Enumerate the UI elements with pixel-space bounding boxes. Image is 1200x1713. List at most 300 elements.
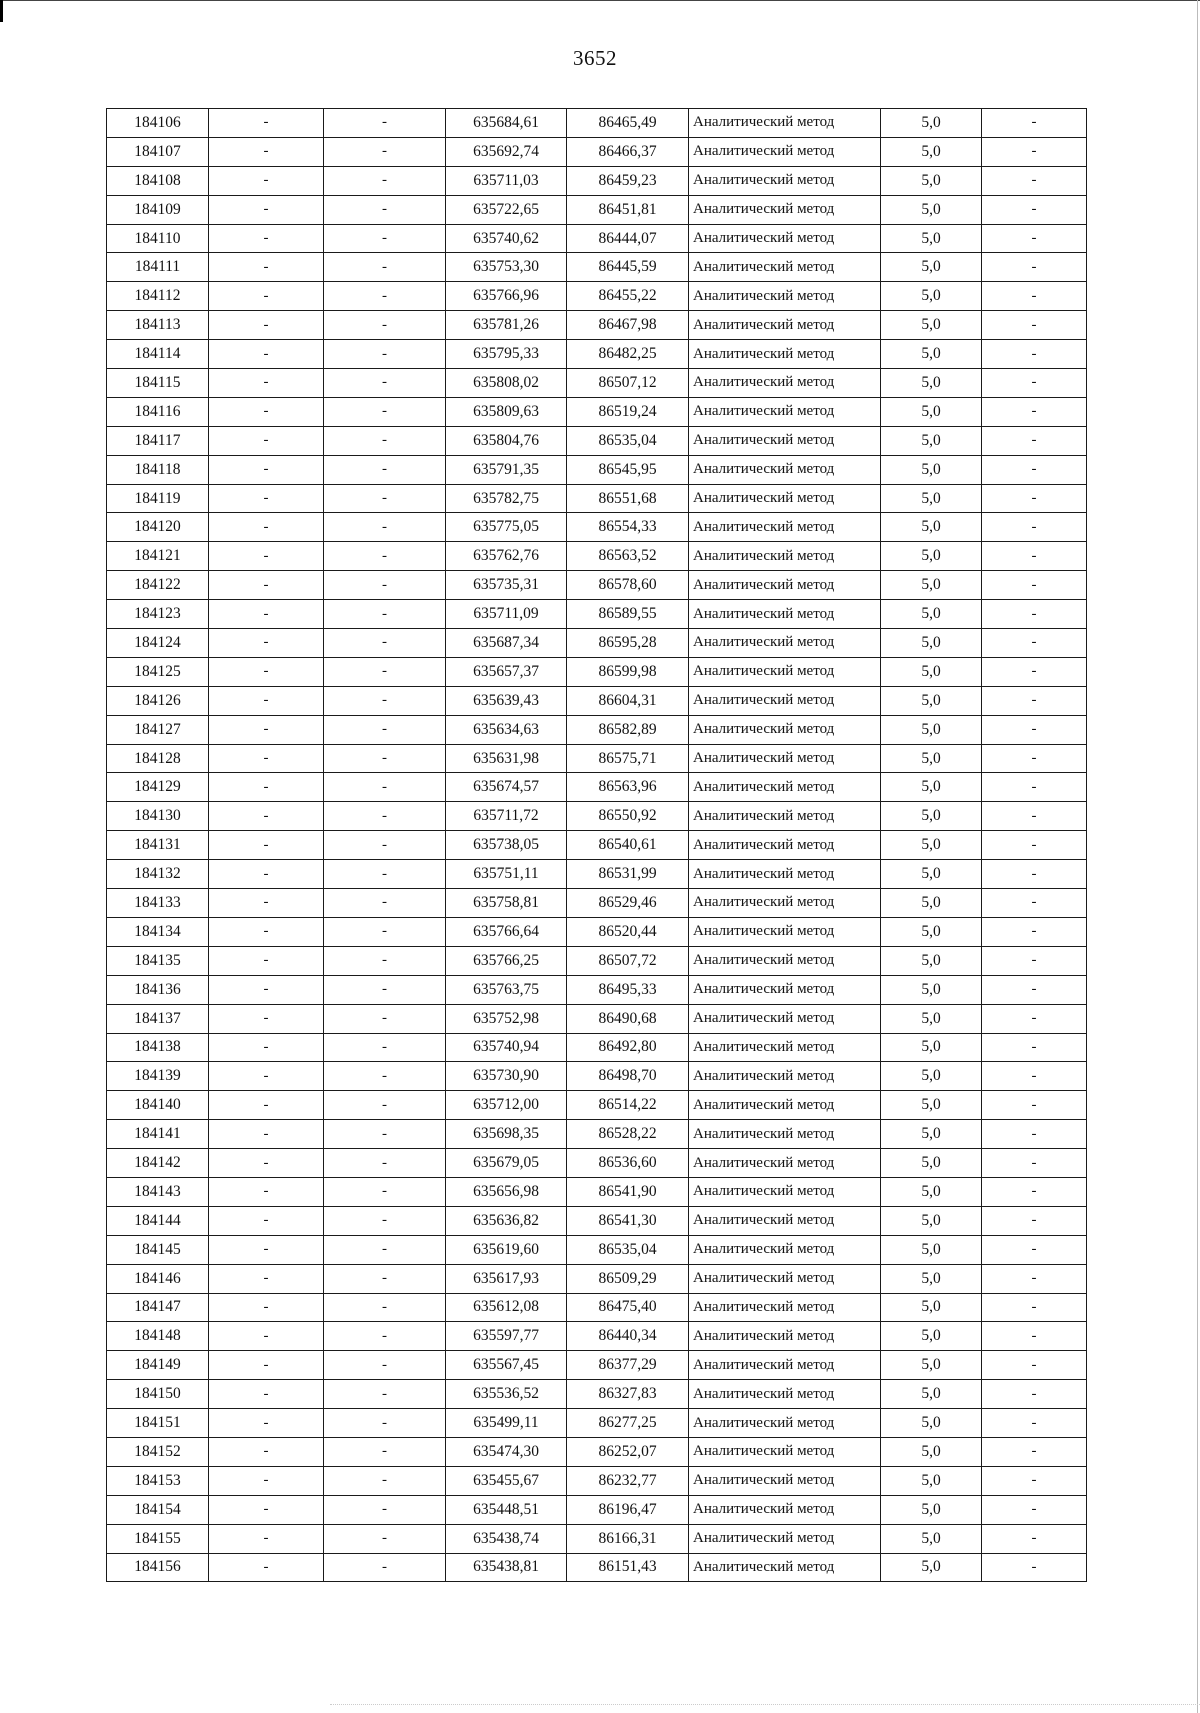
table-row bbox=[107, 426, 1087, 455]
x-coordinate-cell: 635766,25 bbox=[446, 946, 567, 975]
point-id-cell: 184106 bbox=[107, 109, 209, 138]
method-cell: Аналитический метод bbox=[689, 571, 881, 600]
table-row bbox=[107, 253, 1087, 282]
empty-y-cell: - bbox=[324, 195, 446, 224]
empty-x-cell: - bbox=[209, 946, 324, 975]
description-cell: - bbox=[982, 1264, 1087, 1293]
x-coordinate-cell: 635634,63 bbox=[446, 715, 567, 744]
method-cell: Аналитический метод bbox=[689, 253, 881, 282]
method-cell: Аналитический метод bbox=[689, 802, 881, 831]
y-coordinate-cell: 86563,96 bbox=[567, 773, 689, 802]
accuracy-cell: 5,0 bbox=[881, 1380, 982, 1409]
empty-x-cell: - bbox=[209, 889, 324, 918]
point-id-cell: 184135 bbox=[107, 946, 209, 975]
y-coordinate-cell: 86514,22 bbox=[567, 1091, 689, 1120]
empty-y-cell: - bbox=[324, 1004, 446, 1033]
point-id-cell: 184119 bbox=[107, 484, 209, 513]
page-number: 3652 bbox=[573, 46, 617, 70]
point-id-cell: 184134 bbox=[107, 917, 209, 946]
accuracy-cell: 5,0 bbox=[881, 1120, 982, 1149]
empty-y-cell: - bbox=[324, 975, 446, 1004]
accuracy-cell: 5,0 bbox=[881, 1091, 982, 1120]
point-id-cell: 184113 bbox=[107, 311, 209, 340]
accuracy-cell: 5,0 bbox=[881, 369, 982, 398]
y-coordinate-cell: 86151,43 bbox=[567, 1553, 689, 1582]
method-cell: Аналитический метод bbox=[689, 744, 881, 773]
accuracy-cell: 5,0 bbox=[881, 629, 982, 658]
empty-y-cell: - bbox=[324, 484, 446, 513]
accuracy-cell: 5,0 bbox=[881, 1351, 982, 1380]
x-coordinate-cell: 635684,61 bbox=[446, 109, 567, 138]
description-cell: - bbox=[982, 917, 1087, 946]
table-row bbox=[107, 1524, 1087, 1553]
y-coordinate-cell: 86490,68 bbox=[567, 1004, 689, 1033]
point-id-cell: 184138 bbox=[107, 1033, 209, 1062]
method-cell: Аналитический метод bbox=[689, 889, 881, 918]
method-cell: Аналитический метод bbox=[689, 1177, 881, 1206]
point-id-cell: 184127 bbox=[107, 715, 209, 744]
table-row bbox=[107, 946, 1087, 975]
empty-y-cell: - bbox=[324, 831, 446, 860]
accuracy-cell: 5,0 bbox=[881, 946, 982, 975]
x-coordinate-cell: 635597,77 bbox=[446, 1322, 567, 1351]
empty-y-cell: - bbox=[324, 773, 446, 802]
method-cell: Аналитический метод bbox=[689, 917, 881, 946]
empty-y-cell: - bbox=[324, 397, 446, 426]
description-cell: - bbox=[982, 1495, 1087, 1524]
empty-y-cell: - bbox=[324, 1495, 446, 1524]
method-cell: Аналитический метод bbox=[689, 600, 881, 629]
description-cell: - bbox=[982, 1351, 1087, 1380]
empty-y-cell: - bbox=[324, 1091, 446, 1120]
table-row bbox=[107, 369, 1087, 398]
point-id-cell: 184141 bbox=[107, 1120, 209, 1149]
scan-edge-mark bbox=[0, 0, 3, 22]
empty-y-cell: - bbox=[324, 311, 446, 340]
method-cell: Аналитический метод bbox=[689, 657, 881, 686]
accuracy-cell: 5,0 bbox=[881, 455, 982, 484]
empty-x-cell: - bbox=[209, 1033, 324, 1062]
description-cell: - bbox=[982, 946, 1087, 975]
x-coordinate-cell: 635438,74 bbox=[446, 1524, 567, 1553]
empty-y-cell: - bbox=[324, 1322, 446, 1351]
method-cell: Аналитический метод bbox=[689, 1466, 881, 1495]
table-row bbox=[107, 715, 1087, 744]
point-id-cell: 184129 bbox=[107, 773, 209, 802]
table-row bbox=[107, 166, 1087, 195]
empty-x-cell: - bbox=[209, 1206, 324, 1235]
empty-y-cell: - bbox=[324, 657, 446, 686]
accuracy-cell: 5,0 bbox=[881, 311, 982, 340]
empty-y-cell: - bbox=[324, 1380, 446, 1409]
x-coordinate-cell: 635808,02 bbox=[446, 369, 567, 398]
x-coordinate-cell: 635711,09 bbox=[446, 600, 567, 629]
empty-x-cell: - bbox=[209, 917, 324, 946]
description-cell: - bbox=[982, 1409, 1087, 1438]
table-row bbox=[107, 1264, 1087, 1293]
scan-bottom-noise bbox=[330, 1704, 1200, 1706]
method-cell: Аналитический метод bbox=[689, 860, 881, 889]
y-coordinate-cell: 86582,89 bbox=[567, 715, 689, 744]
method-cell: Аналитический метод bbox=[689, 1380, 881, 1409]
description-cell: - bbox=[982, 166, 1087, 195]
empty-x-cell: - bbox=[209, 802, 324, 831]
method-cell: Аналитический метод bbox=[689, 311, 881, 340]
empty-x-cell: - bbox=[209, 484, 324, 513]
point-id-cell: 184126 bbox=[107, 686, 209, 715]
method-cell: Аналитический метод bbox=[689, 1322, 881, 1351]
y-coordinate-cell: 86529,46 bbox=[567, 889, 689, 918]
x-coordinate-cell: 635711,72 bbox=[446, 802, 567, 831]
description-cell: - bbox=[982, 484, 1087, 513]
y-coordinate-cell: 86578,60 bbox=[567, 571, 689, 600]
description-cell: - bbox=[982, 1322, 1087, 1351]
table-row bbox=[107, 1004, 1087, 1033]
empty-x-cell: - bbox=[209, 1004, 324, 1033]
empty-y-cell: - bbox=[324, 946, 446, 975]
description-cell: - bbox=[982, 369, 1087, 398]
y-coordinate-cell: 86475,40 bbox=[567, 1293, 689, 1322]
empty-y-cell: - bbox=[324, 109, 446, 138]
empty-y-cell: - bbox=[324, 889, 446, 918]
description-cell: - bbox=[982, 773, 1087, 802]
x-coordinate-cell: 635631,98 bbox=[446, 744, 567, 773]
y-coordinate-cell: 86509,29 bbox=[567, 1264, 689, 1293]
method-cell: Аналитический метод bbox=[689, 397, 881, 426]
point-id-cell: 184108 bbox=[107, 166, 209, 195]
empty-x-cell: - bbox=[209, 1380, 324, 1409]
accuracy-cell: 5,0 bbox=[881, 1004, 982, 1033]
accuracy-cell: 5,0 bbox=[881, 1177, 982, 1206]
description-cell: - bbox=[982, 889, 1087, 918]
empty-x-cell: - bbox=[209, 860, 324, 889]
method-cell: Аналитический метод bbox=[689, 831, 881, 860]
y-coordinate-cell: 86252,07 bbox=[567, 1437, 689, 1466]
x-coordinate-cell: 635763,75 bbox=[446, 975, 567, 1004]
accuracy-cell: 5,0 bbox=[881, 484, 982, 513]
table-row bbox=[107, 484, 1087, 513]
method-cell: Аналитический метод bbox=[689, 1409, 881, 1438]
x-coordinate-cell: 635712,00 bbox=[446, 1091, 567, 1120]
table-row bbox=[107, 109, 1087, 138]
x-coordinate-cell: 635730,90 bbox=[446, 1062, 567, 1091]
accuracy-cell: 5,0 bbox=[881, 282, 982, 311]
point-id-cell: 184153 bbox=[107, 1466, 209, 1495]
table-row bbox=[107, 773, 1087, 802]
point-id-cell: 184142 bbox=[107, 1149, 209, 1178]
description-cell: - bbox=[982, 426, 1087, 455]
x-coordinate-cell: 635679,05 bbox=[446, 1149, 567, 1178]
table-row bbox=[107, 831, 1087, 860]
x-coordinate-cell: 635639,43 bbox=[446, 686, 567, 715]
table-row bbox=[107, 542, 1087, 571]
y-coordinate-cell: 86550,92 bbox=[567, 802, 689, 831]
point-id-cell: 184149 bbox=[107, 1351, 209, 1380]
method-cell: Аналитический метод bbox=[689, 1351, 881, 1380]
method-cell: Аналитический метод bbox=[689, 946, 881, 975]
x-coordinate-cell: 635758,81 bbox=[446, 889, 567, 918]
empty-y-cell: - bbox=[324, 1553, 446, 1582]
accuracy-cell: 5,0 bbox=[881, 1235, 982, 1264]
empty-y-cell: - bbox=[324, 860, 446, 889]
empty-x-cell: - bbox=[209, 340, 324, 369]
description-cell: - bbox=[982, 311, 1087, 340]
point-id-cell: 184133 bbox=[107, 889, 209, 918]
point-id-cell: 184143 bbox=[107, 1177, 209, 1206]
x-coordinate-cell: 635762,76 bbox=[446, 542, 567, 571]
accuracy-cell: 5,0 bbox=[881, 1293, 982, 1322]
empty-x-cell: - bbox=[209, 571, 324, 600]
description-cell: - bbox=[982, 1466, 1087, 1495]
y-coordinate-cell: 86444,07 bbox=[567, 224, 689, 253]
point-id-cell: 184139 bbox=[107, 1062, 209, 1091]
point-id-cell: 184147 bbox=[107, 1293, 209, 1322]
empty-x-cell: - bbox=[209, 773, 324, 802]
table-row bbox=[107, 1033, 1087, 1062]
empty-y-cell: - bbox=[324, 1293, 446, 1322]
table-row bbox=[107, 1235, 1087, 1264]
point-id-cell: 184107 bbox=[107, 137, 209, 166]
point-id-cell: 184140 bbox=[107, 1091, 209, 1120]
empty-x-cell: - bbox=[209, 426, 324, 455]
x-coordinate-cell: 635753,30 bbox=[446, 253, 567, 282]
point-id-cell: 184117 bbox=[107, 426, 209, 455]
empty-x-cell: - bbox=[209, 1495, 324, 1524]
description-cell: - bbox=[982, 397, 1087, 426]
description-cell: - bbox=[982, 657, 1087, 686]
empty-y-cell: - bbox=[324, 1206, 446, 1235]
point-id-cell: 184114 bbox=[107, 340, 209, 369]
point-id-cell: 184111 bbox=[107, 253, 209, 282]
point-id-cell: 184131 bbox=[107, 831, 209, 860]
description-cell: - bbox=[982, 542, 1087, 571]
empty-x-cell: - bbox=[209, 1264, 324, 1293]
scan-right-border bbox=[1197, 0, 1198, 1713]
empty-y-cell: - bbox=[324, 744, 446, 773]
empty-x-cell: - bbox=[209, 629, 324, 658]
empty-x-cell: - bbox=[209, 455, 324, 484]
table-body bbox=[107, 109, 1087, 1582]
empty-y-cell: - bbox=[324, 1437, 446, 1466]
empty-y-cell: - bbox=[324, 1264, 446, 1293]
y-coordinate-cell: 86589,55 bbox=[567, 600, 689, 629]
x-coordinate-cell: 635738,05 bbox=[446, 831, 567, 860]
empty-x-cell: - bbox=[209, 1409, 324, 1438]
empty-x-cell: - bbox=[209, 513, 324, 542]
point-id-cell: 184154 bbox=[107, 1495, 209, 1524]
method-cell: Аналитический метод bbox=[689, 484, 881, 513]
description-cell: - bbox=[982, 975, 1087, 1004]
method-cell: Аналитический метод bbox=[689, 109, 881, 138]
method-cell: Аналитический метод bbox=[689, 513, 881, 542]
table-row bbox=[107, 1293, 1087, 1322]
y-coordinate-cell: 86232,77 bbox=[567, 1466, 689, 1495]
x-coordinate-cell: 635781,26 bbox=[446, 311, 567, 340]
description-cell: - bbox=[982, 1062, 1087, 1091]
description-cell: - bbox=[982, 1149, 1087, 1178]
point-id-cell: 184125 bbox=[107, 657, 209, 686]
coordinates-table bbox=[106, 108, 1087, 1582]
table-row bbox=[107, 1553, 1087, 1582]
empty-y-cell: - bbox=[324, 686, 446, 715]
table-row bbox=[107, 600, 1087, 629]
accuracy-cell: 5,0 bbox=[881, 1033, 982, 1062]
method-cell: Аналитический метод bbox=[689, 1264, 881, 1293]
table-row bbox=[107, 1466, 1087, 1495]
table-row bbox=[107, 802, 1087, 831]
x-coordinate-cell: 635619,60 bbox=[446, 1235, 567, 1264]
accuracy-cell: 5,0 bbox=[881, 253, 982, 282]
empty-y-cell: - bbox=[324, 629, 446, 658]
description-cell: - bbox=[982, 224, 1087, 253]
description-cell: - bbox=[982, 600, 1087, 629]
accuracy-cell: 5,0 bbox=[881, 1409, 982, 1438]
table-row bbox=[107, 744, 1087, 773]
table-row bbox=[107, 1177, 1087, 1206]
method-cell: Аналитический метод bbox=[689, 1235, 881, 1264]
accuracy-cell: 5,0 bbox=[881, 744, 982, 773]
empty-x-cell: - bbox=[209, 1177, 324, 1206]
table-row bbox=[107, 1409, 1087, 1438]
y-coordinate-cell: 86277,25 bbox=[567, 1409, 689, 1438]
empty-x-cell: - bbox=[209, 1351, 324, 1380]
point-id-cell: 184115 bbox=[107, 369, 209, 398]
point-id-cell: 184145 bbox=[107, 1235, 209, 1264]
empty-x-cell: - bbox=[209, 369, 324, 398]
y-coordinate-cell: 86465,49 bbox=[567, 109, 689, 138]
empty-y-cell: - bbox=[324, 369, 446, 398]
accuracy-cell: 5,0 bbox=[881, 1206, 982, 1235]
method-cell: Аналитический метод bbox=[689, 1495, 881, 1524]
empty-x-cell: - bbox=[209, 1293, 324, 1322]
empty-y-cell: - bbox=[324, 1120, 446, 1149]
empty-y-cell: - bbox=[324, 802, 446, 831]
accuracy-cell: 5,0 bbox=[881, 773, 982, 802]
empty-x-cell: - bbox=[209, 224, 324, 253]
accuracy-cell: 5,0 bbox=[881, 802, 982, 831]
table-row bbox=[107, 455, 1087, 484]
point-id-cell: 184144 bbox=[107, 1206, 209, 1235]
method-cell: Аналитический метод bbox=[689, 629, 881, 658]
empty-y-cell: - bbox=[324, 253, 446, 282]
y-coordinate-cell: 86519,24 bbox=[567, 397, 689, 426]
x-coordinate-cell: 635448,51 bbox=[446, 1495, 567, 1524]
empty-x-cell: - bbox=[209, 1437, 324, 1466]
empty-x-cell: - bbox=[209, 1091, 324, 1120]
method-cell: Аналитический метод bbox=[689, 224, 881, 253]
method-cell: Аналитический метод bbox=[689, 1553, 881, 1582]
description-cell: - bbox=[982, 686, 1087, 715]
y-coordinate-cell: 86541,90 bbox=[567, 1177, 689, 1206]
empty-x-cell: - bbox=[209, 1149, 324, 1178]
empty-x-cell: - bbox=[209, 166, 324, 195]
x-coordinate-cell: 635474,30 bbox=[446, 1437, 567, 1466]
accuracy-cell: 5,0 bbox=[881, 686, 982, 715]
description-cell: - bbox=[982, 1437, 1087, 1466]
empty-y-cell: - bbox=[324, 1466, 446, 1495]
empty-x-cell: - bbox=[209, 1235, 324, 1264]
x-coordinate-cell: 635735,31 bbox=[446, 571, 567, 600]
accuracy-cell: 5,0 bbox=[881, 975, 982, 1004]
empty-x-cell: - bbox=[209, 542, 324, 571]
accuracy-cell: 5,0 bbox=[881, 1149, 982, 1178]
empty-x-cell: - bbox=[209, 1120, 324, 1149]
accuracy-cell: 5,0 bbox=[881, 1264, 982, 1293]
y-coordinate-cell: 86445,59 bbox=[567, 253, 689, 282]
table-row bbox=[107, 224, 1087, 253]
point-id-cell: 184121 bbox=[107, 542, 209, 571]
empty-y-cell: - bbox=[324, 542, 446, 571]
accuracy-cell: 5,0 bbox=[881, 224, 982, 253]
point-id-cell: 184122 bbox=[107, 571, 209, 600]
empty-x-cell: - bbox=[209, 600, 324, 629]
empty-x-cell: - bbox=[209, 831, 324, 860]
table-row bbox=[107, 1091, 1087, 1120]
y-coordinate-cell: 86536,60 bbox=[567, 1149, 689, 1178]
y-coordinate-cell: 86531,99 bbox=[567, 860, 689, 889]
x-coordinate-cell: 635795,33 bbox=[446, 340, 567, 369]
description-cell: - bbox=[982, 1206, 1087, 1235]
table-row bbox=[107, 860, 1087, 889]
table-row bbox=[107, 513, 1087, 542]
method-cell: Аналитический метод bbox=[689, 137, 881, 166]
description-cell: - bbox=[982, 195, 1087, 224]
empty-y-cell: - bbox=[324, 1409, 446, 1438]
empty-y-cell: - bbox=[324, 340, 446, 369]
x-coordinate-cell: 635782,75 bbox=[446, 484, 567, 513]
table-row bbox=[107, 1149, 1087, 1178]
point-id-cell: 184132 bbox=[107, 860, 209, 889]
x-coordinate-cell: 635499,11 bbox=[446, 1409, 567, 1438]
empty-x-cell: - bbox=[209, 1062, 324, 1091]
description-cell: - bbox=[982, 137, 1087, 166]
x-coordinate-cell: 635698,35 bbox=[446, 1120, 567, 1149]
x-coordinate-cell: 635567,45 bbox=[446, 1351, 567, 1380]
accuracy-cell: 5,0 bbox=[881, 889, 982, 918]
y-coordinate-cell: 86455,22 bbox=[567, 282, 689, 311]
accuracy-cell: 5,0 bbox=[881, 195, 982, 224]
accuracy-cell: 5,0 bbox=[881, 137, 982, 166]
method-cell: Аналитический метод bbox=[689, 1033, 881, 1062]
point-id-cell: 184123 bbox=[107, 600, 209, 629]
accuracy-cell: 5,0 bbox=[881, 1062, 982, 1091]
x-coordinate-cell: 635674,57 bbox=[446, 773, 567, 802]
point-id-cell: 184110 bbox=[107, 224, 209, 253]
point-id-cell: 184155 bbox=[107, 1524, 209, 1553]
empty-x-cell: - bbox=[209, 715, 324, 744]
empty-x-cell: - bbox=[209, 686, 324, 715]
accuracy-cell: 5,0 bbox=[881, 831, 982, 860]
x-coordinate-cell: 635656,98 bbox=[446, 1177, 567, 1206]
point-id-cell: 184116 bbox=[107, 397, 209, 426]
accuracy-cell: 5,0 bbox=[881, 513, 982, 542]
empty-y-cell: - bbox=[324, 1524, 446, 1553]
scan-top-border bbox=[0, 0, 1200, 1]
y-coordinate-cell: 86482,25 bbox=[567, 340, 689, 369]
empty-y-cell: - bbox=[324, 166, 446, 195]
table-row bbox=[107, 340, 1087, 369]
y-coordinate-cell: 86507,12 bbox=[567, 369, 689, 398]
empty-y-cell: - bbox=[324, 282, 446, 311]
y-coordinate-cell: 86575,71 bbox=[567, 744, 689, 773]
method-cell: Аналитический метод bbox=[689, 1149, 881, 1178]
y-coordinate-cell: 86599,98 bbox=[567, 657, 689, 686]
point-id-cell: 184150 bbox=[107, 1380, 209, 1409]
empty-x-cell: - bbox=[209, 744, 324, 773]
empty-x-cell: - bbox=[209, 657, 324, 686]
y-coordinate-cell: 86595,28 bbox=[567, 629, 689, 658]
point-id-cell: 184156 bbox=[107, 1553, 209, 1582]
